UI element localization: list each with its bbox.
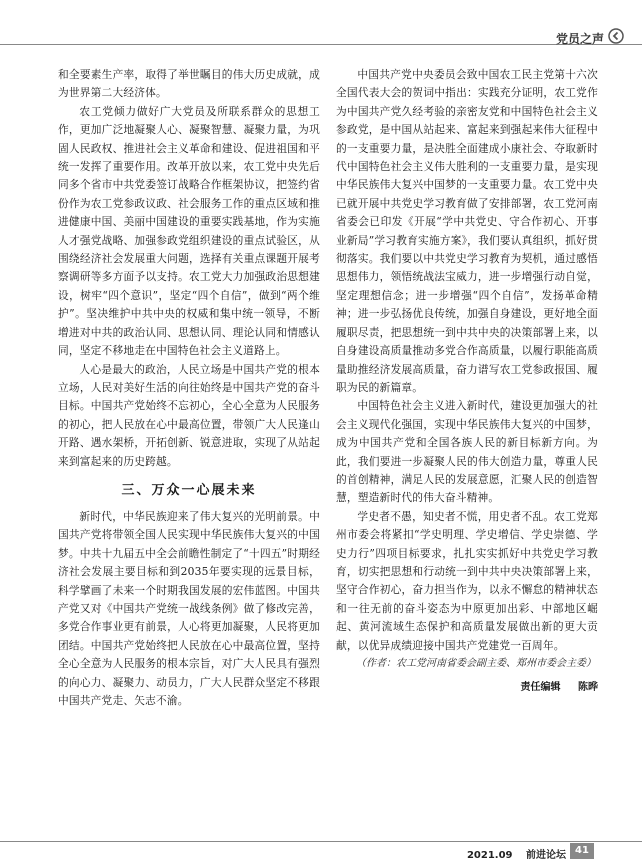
journal-name: 前进论坛 — [526, 850, 566, 861]
author-note: （作者：农工党河南省委会副主委、郑州市委会主委） — [356, 658, 596, 669]
paragraph: 新时代，中华民族迎来了伟大复兴的光明前景。中国共产党将带领全国人民实现中华民族伟大复兴的中国梦。中共十九届五中全会前瞻性制定了“十四五”时期经济社会发展主要目标和到2035年要实现的远景目标，科学擘画了未来一个时期我国发展的宏伟蓝图。中国共产党又对《中国共产党统一战线条例》做了修改完善，多党合作事业更有前景，人心将更加凝聚，人民将更加团结。中国共产党始终把人民放在心中最高位置，坚持全心全意为人民服务的根本宗旨，对广大人民具有强烈的向心力、凝聚力、动员力，广大人民群众坚定不移跟中国共产党走、矢志不渝。 — [58, 509, 320, 707]
editor-label: 责任编辑 — [520, 682, 561, 693]
paragraph: 农工党倾力做好广大党员及所联系群众的思想工作，更加广泛地凝聚人心、凝聚智慧、凝聚力量，为巩固人民政权、推进社会主义革命和建设、促进祖国和平统一发挥了重要作用。改革开放以来，农工党中央先后同多个省市中共党委签订战略合作框架协议，把签约省份作为农工党参政议政、社会服务工作的重点区域和推进健康中国、美丽中国建设的重要实践基地，作为实施人才强党战略、加强参政党组织建设的重点试验区，从围绕经济社会发展重大问题，选择有关重点课题开展考察调研等多方面予以支持。农工党大力加强政治思想建设，树牢“四个意识”，坚定“四个自信”，做到“两个维护”。坚决维护中共中央的权威和集中统一领导，不断增进对中共的政治认同、思想认同、理论认同和情感认同，坚定不移地走在中国特色社会主义道路上。 — [58, 104, 320, 358]
arrow-circle-icon — [608, 28, 624, 44]
editor-credit — [336, 678, 598, 693]
page-number: 41 — [570, 843, 594, 859]
header-rule — [0, 44, 642, 45]
issue-date: 2021.09 — [466, 850, 513, 861]
editor-name: 陈晔 — [578, 682, 598, 693]
paragraph: 和全要素生产率，取得了举世瞩目的伟大历史成就，成为世界第二大经济体。 — [58, 68, 320, 100]
paragraph: 学史者不愚，知史者不慌，用史者不乱。农工党郑州市委会将紧扣“学史明理、学史增信、学史崇德、学史力行”四项目标要求，扎扎实实抓好中共党史学习教育，切实把思想和行动统一到中共中央决策部署上来，坚守合作初心，奋力担当作为，以永不懈怠的精神状态和一往无前的奋斗姿态为中原更加出彩、中部地区崛起、黄河流域生态保护和高质量发展做出新的更大贡献，以优异成绩迎接中国共产党建党一百周年。 — [336, 509, 598, 652]
footer-rule — [0, 841, 642, 842]
right-column — [336, 66, 598, 693]
section-heading: 三、万众一心展未来 — [121, 482, 257, 498]
footer — [467, 846, 566, 861]
section-title: 党员之声 — [555, 32, 604, 46]
paragraph: 中国共产党中央委员会致中国农工民主党第十六次全国代表大会的贺词中指出：实践充分证明，农工党作为中国共产党久经考验的亲密友党和中国特色社会主义参政党，是中国从站起来、富起来到强起来伟大征程中的一支重要力量，是决胜全面建成小康社会、夺取新时代中国特色社会主义伟大胜利的一支重要力量，是实现中华民族伟大复兴中国梦的一支重要力量。农工党中央已就开展中共党史学习教育做了安排部署，农工党河南省委会已印发《开展“学中共党史、守合作初心、开事业新局”学习教育实施方案》，我们要认真组织，抓好贯彻落实。我们要以中共党史学习教育为契机，通过感悟思想伟力，领悟统战法宝威力，进一步增强行动自觉，坚定理想信念；进一步增强“四个自信”，发扬革命精神；进一步弘扬优良传统，加强自身建设，更好地全面履职尽责，把思想统一到中共中央的决策部署上来，以自身建设高质量推动多党合作高质量，以履行职能高质量助推经济发展高质量，奋力谱写农工党参政报国、履职为民的新篇章。 — [336, 68, 598, 394]
paragraph: 中国特色社会主义进入新时代，建设更加强大的社会主义现代化强国，实现中华民族伟大复兴的中国梦，成为中国共产党和全国各族人民的新目标新方向。为此，我们要进一步凝聚人民的伟大创造力量，尊重人民的首创精神，满足人民的发展意愿，汇聚人民的创造智慧，塑造新时代的伟大奋斗精神。 — [336, 399, 598, 505]
left-column — [58, 66, 320, 710]
paragraph: 人心是最大的政治，人民立场是中国共产党的根本立场，人民对美好生活的向往始终是中国共产党的奋斗目标。中国共产党始终不忘初心，全心全意为人民服务的初心，把人民放在心中最高位置，带领广大人民逢山开路、遇水架桥，开拓创新、锐意进取，实现了从站起来到富起来的历史跨越。 — [58, 362, 320, 468]
